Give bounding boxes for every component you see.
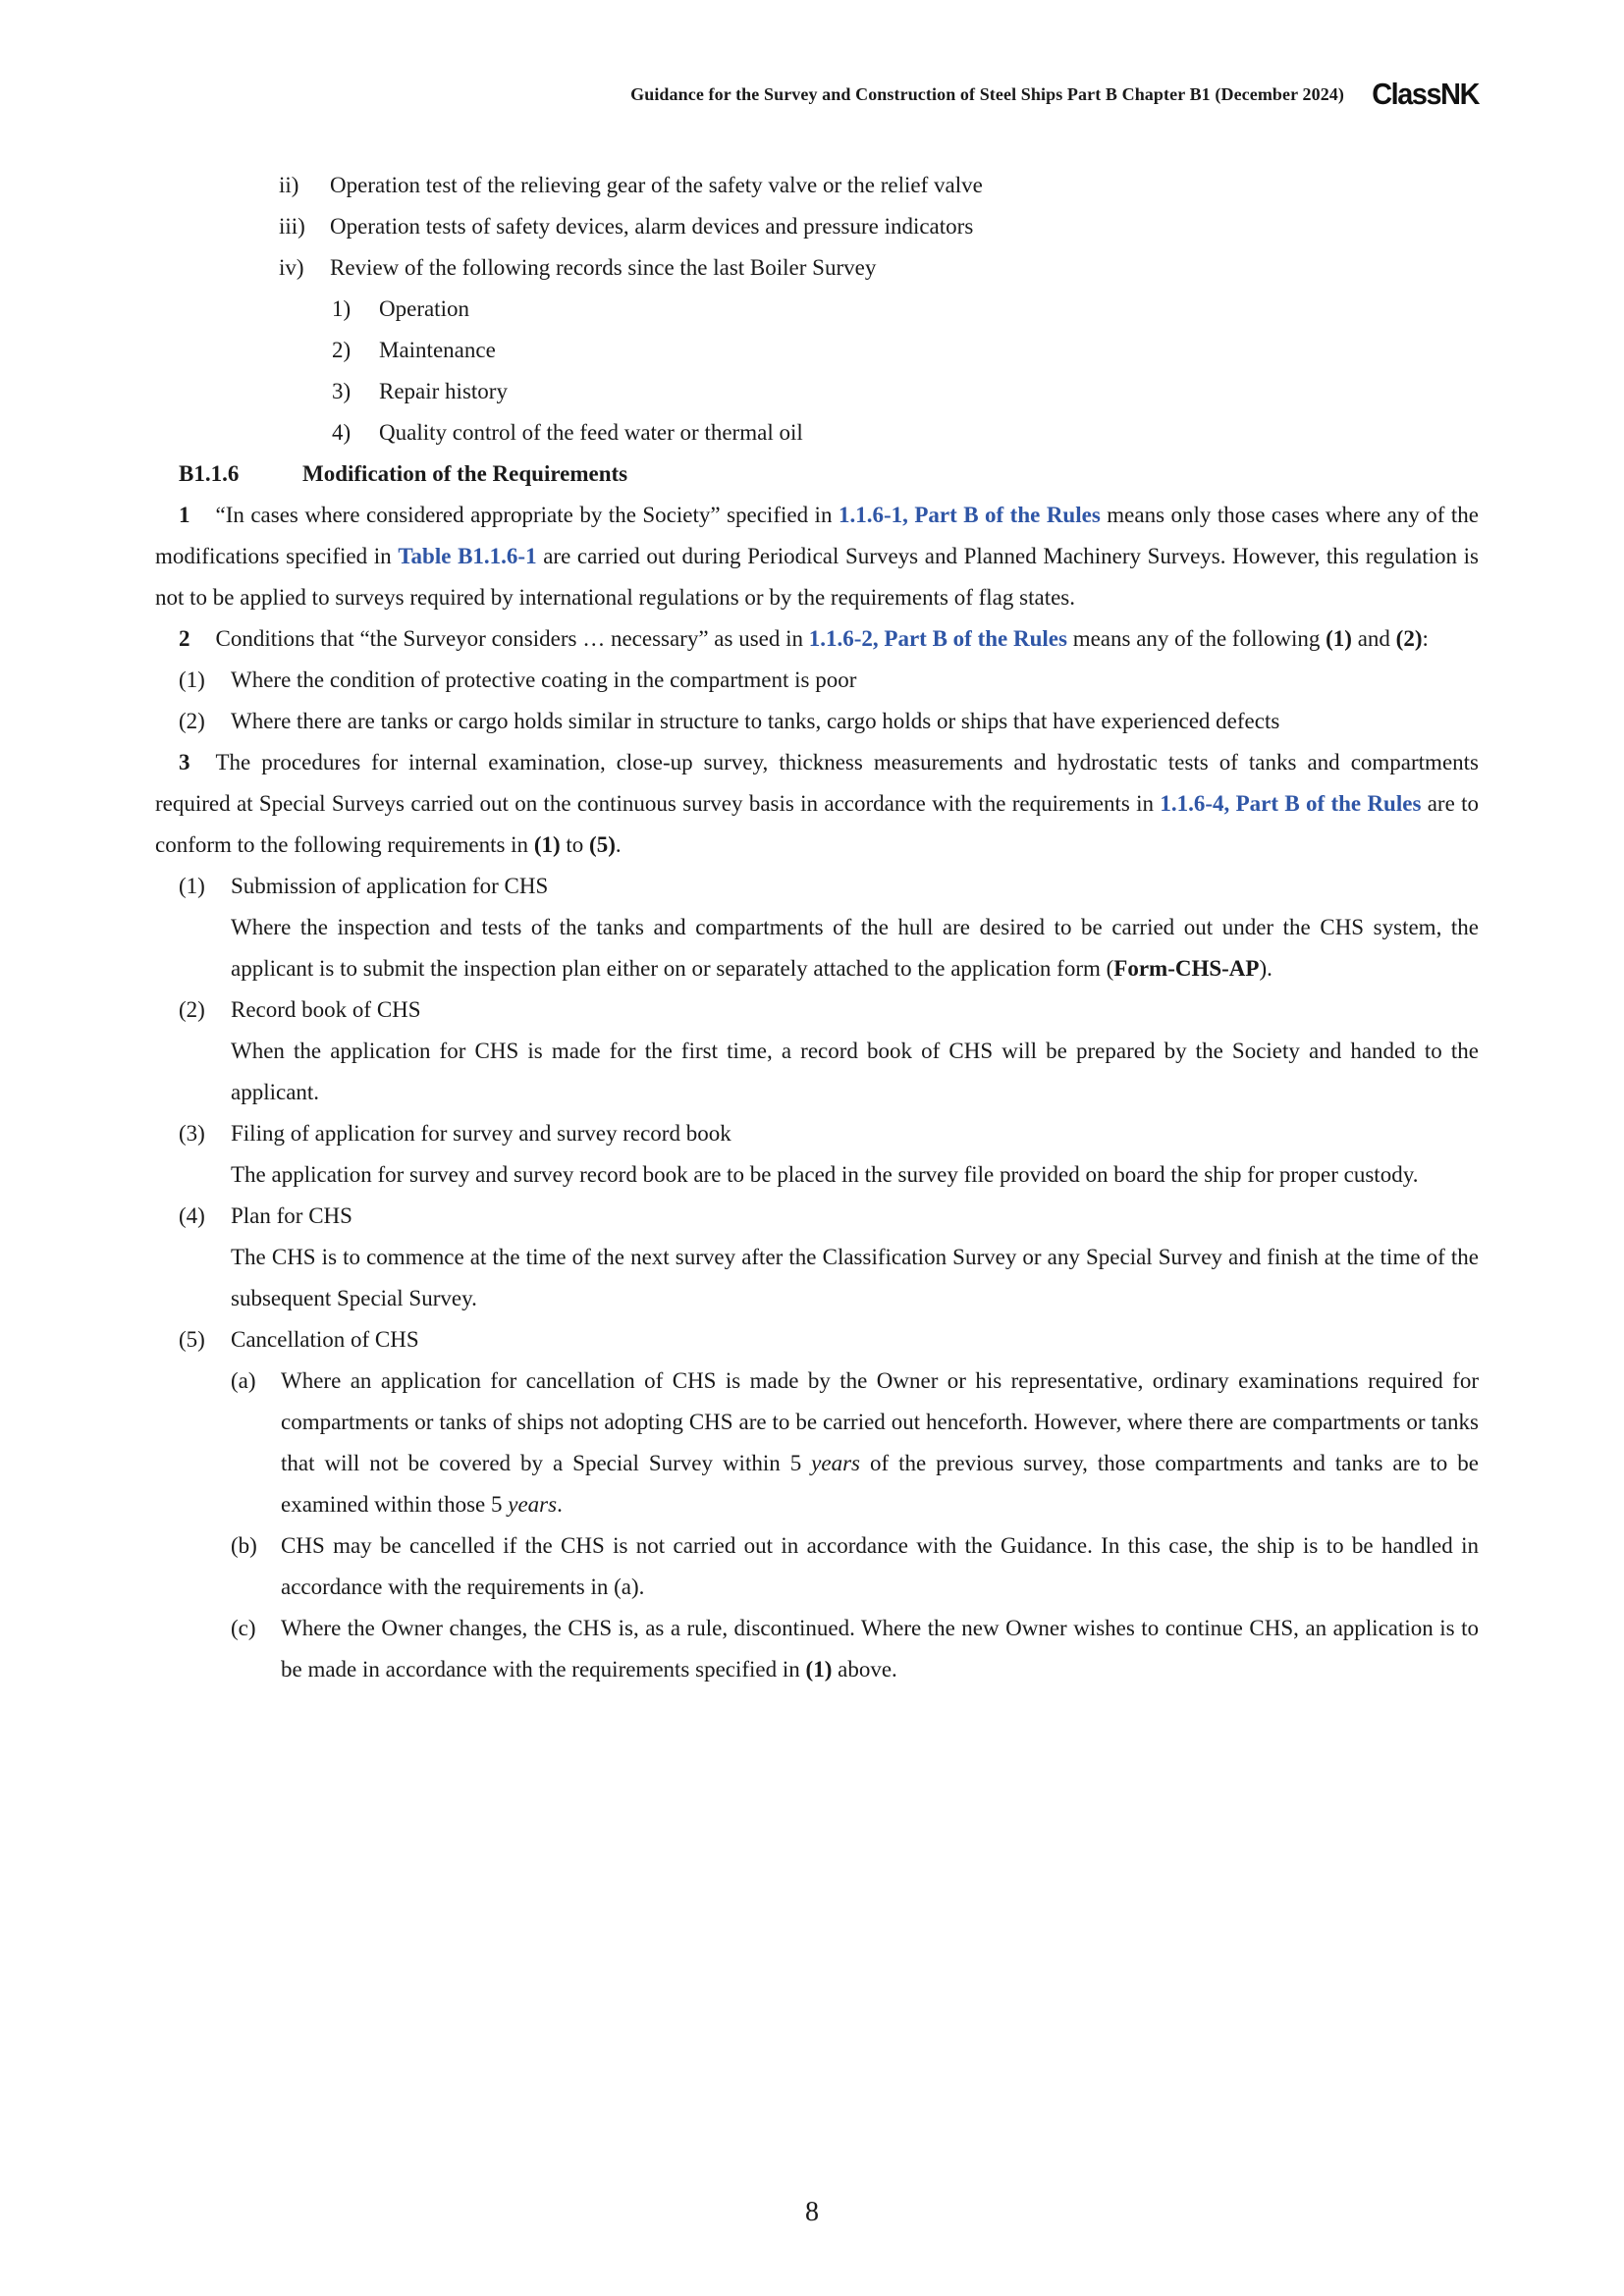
list-item-text: Review of the following records since the last Boiler Survey — [330, 255, 877, 280]
list-item — [155, 1113, 1479, 1154]
list-item — [155, 412, 1479, 454]
form-name: Form-CHS-AP — [1113, 956, 1260, 981]
unit-text: years — [508, 1492, 558, 1517]
list-item-text: Where the condition of protective coating in the compartment is poor — [231, 667, 857, 692]
list-item-body: When the application for CHS is made for the first time, a record book of CHS will be prepared by the Society and handed to the applicant. — [231, 1039, 1479, 1104]
list-item-text: Operation test of the relieving gear of the safety valve or the relief valve — [330, 173, 983, 197]
list-item — [155, 289, 1479, 330]
list-marker: iii) — [279, 214, 305, 239]
list-item — [155, 330, 1479, 371]
list-marker: (1) — [179, 667, 205, 692]
item-reference: (1) — [805, 1657, 833, 1682]
list-item-text: Repair history — [379, 379, 508, 403]
paragraph-number: 2 — [179, 626, 190, 651]
list-item-text: Quality control of the feed water or thermal oil — [379, 420, 803, 445]
list-marker: 2) — [332, 338, 352, 362]
section-title: Modification of the Requirements — [302, 461, 628, 486]
list-item-text: . — [557, 1492, 563, 1517]
section-heading — [155, 454, 1479, 495]
paragraph-1 — [155, 495, 1479, 618]
paragraph-2 — [155, 618, 1479, 660]
table-link[interactable]: Table B1.1.6-1 — [398, 544, 537, 568]
list-marker: 3) — [332, 379, 352, 403]
sub-list-item — [155, 1608, 1479, 1690]
list-item — [155, 165, 1479, 206]
rules-link[interactable]: 1.1.6-4, Part B of the Rules — [1160, 791, 1422, 816]
list-item-title: Record book of CHS — [231, 997, 421, 1022]
paragraph-text: are to conform to the following requirements in — [155, 791, 1480, 857]
list-item-title: Cancellation of CHS — [231, 1327, 419, 1352]
list-marker: (2) — [179, 709, 205, 733]
paragraph-text: Conditions that “the Surveyor considers … necessary” as used in — [215, 626, 809, 651]
paragraph-number: 1 — [179, 503, 190, 527]
document-body — [155, 165, 1479, 1690]
list-item — [155, 371, 1479, 412]
unit-text: years — [811, 1451, 860, 1475]
list-item-title: Plan for CHS — [231, 1203, 352, 1228]
list-item-title: Filing of application for survey and survey record book — [231, 1121, 731, 1146]
sub-list-text — [281, 1608, 1479, 1690]
paragraph-text: means only those cases where any of the modifications specified in — [155, 503, 1479, 568]
list-item-text: Where the inspection and tests of the tanks and compartments of the hull are desired to be carried out under the CHS system, the applicant is to submit the inspection plan either on or separately attached to the application form ( — [231, 915, 1479, 981]
paragraph-text: are carried out during Periodical Surveys and Planned Machinery Surveys. However, this regulation is not to be applied to surveys required by international regulations or by the requirements of flag states. — [155, 544, 1479, 610]
list-item-text: above. — [832, 1657, 897, 1682]
sub-list-text — [281, 1361, 1479, 1525]
sub-list-marker: (a) — [231, 1368, 256, 1393]
list-marker: (2) — [179, 997, 205, 1022]
section-number: B1.1.6 — [179, 461, 240, 486]
paragraph-text: : — [1422, 626, 1429, 651]
paragraph-text: The procedures for internal examination, close-up survey, thickness measurements and hydrostatic tests of tanks and compartments required at Special Surveys carried out on the continuous survey basis in accordance with the requirements in — [155, 750, 1479, 816]
item-reference: (1) — [533, 832, 561, 857]
list-item-text: Where there are tanks or cargo holds similar in structure to tanks, cargo holds or ships that have experienced defects — [231, 709, 1280, 733]
sub-list-item — [155, 1361, 1479, 1525]
rules-link[interactable]: 1.1.6-2, Part B of the Rules — [808, 626, 1067, 651]
list-marker: (5) — [179, 1327, 205, 1352]
paragraph-text: and — [1351, 626, 1396, 651]
list-item-text: Operation tests of safety devices, alarm devices and pressure indicators — [330, 214, 974, 239]
list-marker: (3) — [179, 1121, 205, 1146]
paragraph-text: means any of the following — [1066, 626, 1326, 651]
page-number: 8 — [805, 2197, 819, 2227]
list-item-body: The application for survey and survey record book are to be placed in the survey file provided on board the ship for proper custody. — [231, 1162, 1419, 1187]
list-marker: 1) — [332, 296, 352, 321]
paragraph-3 — [155, 742, 1479, 866]
item-reference: (2) — [1395, 626, 1423, 651]
list-item-text: Operation — [379, 296, 469, 321]
list-marker: iv) — [279, 255, 304, 280]
list-item — [155, 1196, 1479, 1237]
list-item — [155, 866, 1479, 907]
list-marker: (1) — [179, 874, 205, 898]
item-reference: (5) — [589, 832, 616, 857]
page-header — [630, 77, 1479, 112]
paragraph-text: to — [560, 832, 590, 857]
list-marker: (4) — [179, 1203, 205, 1228]
list-marker: 4) — [332, 420, 352, 445]
list-item — [155, 701, 1479, 742]
list-item-text: of the previous survey, those compartments and tanks are to be examined within those 5 — [281, 1451, 1479, 1517]
paragraph-text: . — [615, 832, 622, 857]
paragraph-text: “In cases where considered appropriate by the Society” specified in — [215, 503, 839, 527]
rules-link[interactable]: 1.1.6-1, Part B of the Rules — [838, 503, 1101, 527]
list-item-body — [231, 907, 1479, 989]
list-item-title: Submission of application for CHS — [231, 874, 549, 898]
list-item-body: The CHS is to commence at the time of the next survey after the Classification Survey or any Special Survey and finish at the time of the subsequent Special Survey. — [231, 1245, 1479, 1310]
list-item-text: Where an application for cancellation of CHS is made by the Owner or his representative, ordinary examinations required for compartments or tanks of ships not adopting CHS are to be carried out henceforth. However, where there are compartments or tanks that will not be covered by a Special Survey within 5 — [281, 1368, 1479, 1475]
list-marker: ii) — [279, 173, 299, 197]
paragraph-number: 3 — [179, 750, 190, 774]
list-item-text: ). — [1259, 956, 1272, 981]
list-item — [155, 989, 1479, 1031]
header-title: Guidance for the Survey and Construction of Steel Ships Part B Chapter B1 (December 2024) — [630, 83, 1344, 104]
sub-list-item — [155, 1525, 1479, 1608]
classnk-logo: ClassNK — [1372, 77, 1479, 111]
list-item — [155, 247, 1479, 289]
sub-list-marker: (c) — [231, 1616, 256, 1640]
list-item-text: Where the Owner changes, the CHS is, as a rule, discontinued. Where the new Owner wishes to continue CHS, an application is to be made in accordance with the requirements specified in — [281, 1616, 1479, 1682]
item-reference: (1) — [1326, 626, 1352, 651]
list-item — [155, 1319, 1479, 1361]
list-item — [155, 206, 1479, 247]
list-item — [155, 660, 1479, 701]
sub-list-text: CHS may be cancelled if the CHS is not carried out in accordance with the Guidance. In this case, the ship is to be handled in accordance with the requirements in (a). — [281, 1533, 1479, 1599]
list-item-text: Maintenance — [379, 338, 496, 362]
sub-list-marker: (b) — [231, 1533, 257, 1558]
